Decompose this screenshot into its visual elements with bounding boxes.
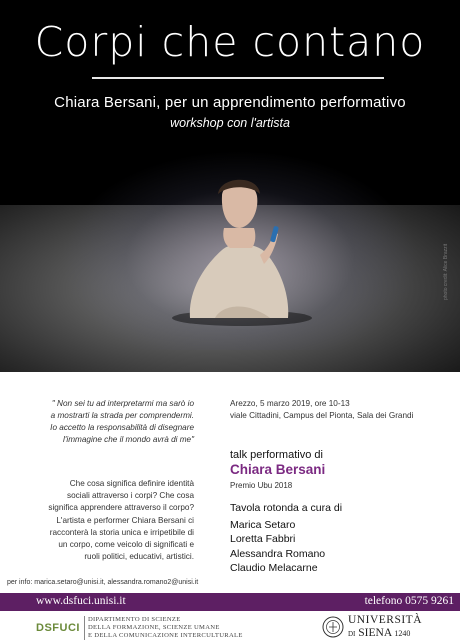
description-line: Che cosa significa definire identità bbox=[69, 479, 194, 488]
university-city: SIENA bbox=[358, 627, 392, 639]
round-table-title: Tavola rotonda a cura di bbox=[230, 502, 343, 514]
artist-quote bbox=[32, 398, 194, 446]
university-seal-icon bbox=[322, 616, 344, 638]
speaker-prize: Premio Ubu 2018 bbox=[230, 481, 293, 490]
university-year: 1240 bbox=[394, 629, 411, 638]
speaker-name: Chiara Bersani bbox=[230, 462, 326, 477]
quote-line: l'immagine che il mondo avrà di me" bbox=[63, 435, 194, 444]
title-underline bbox=[92, 77, 384, 79]
dept-logo: DSFUCI bbox=[36, 622, 80, 634]
dept-divider bbox=[84, 616, 85, 640]
event-venue: viale Cittadini, Campus del Pionta, Sala dei Grandi bbox=[230, 411, 414, 420]
description-line: sociali attraverso i corpi? Che cosa bbox=[67, 491, 194, 501]
panel-member: Loretta Fabbri bbox=[230, 533, 296, 546]
panel-member: Claudio Melacarne bbox=[230, 561, 318, 574]
poster-subtitle: Chiara Bersani, per un apprendimento performativo bbox=[54, 94, 406, 111]
contact-info: per info: marica.setaro@unisi.it, alessandra.romano2@unisi.it bbox=[7, 579, 199, 586]
photo-credit: photo credit: Alice Brazzit bbox=[443, 243, 449, 300]
description-line: L'artista e performer Chiara Bersani ci bbox=[56, 515, 194, 525]
description-line: significa apprendere attraverso il corpo? bbox=[48, 503, 194, 513]
phone-number: telefono 0575 9261 bbox=[364, 595, 454, 607]
description-line: un corpo, come veicolo di significati e bbox=[58, 540, 194, 550]
dept-name-line: E DELLA COMUNICAZIONE INTERCULTURALE bbox=[88, 632, 243, 639]
talk-label: talk performativo di bbox=[230, 449, 323, 461]
poster-tagline: workshop con l'artista bbox=[170, 116, 290, 130]
panel-member: Alessandra Romano bbox=[230, 547, 326, 560]
contact-band bbox=[0, 593, 460, 611]
dept-name-line: DELLA FORMAZIONE, SCIENZE UMANE bbox=[88, 624, 220, 631]
dept-name bbox=[88, 616, 243, 640]
description-text bbox=[32, 478, 194, 563]
poster-title: Corpi che contano bbox=[34, 18, 426, 66]
university-name-line2 bbox=[348, 627, 410, 639]
event-date: Arezzo, 5 marzo 2019, ore 10-13 bbox=[230, 399, 350, 408]
event-details bbox=[230, 398, 455, 422]
university-di: DI bbox=[348, 630, 356, 638]
performer-figure bbox=[160, 170, 320, 330]
panel-member: Marica Setaro bbox=[230, 519, 296, 531]
website-link[interactable]: www.dsfuci.unisi.it bbox=[36, 595, 126, 607]
quote-line: " Non sei tu ad interpretarmi ma sarò io bbox=[51, 399, 194, 408]
dept-name-line: DIPARTIMENTO DI SCIENZE bbox=[88, 616, 181, 623]
university-name-line1: UNIVERSITÀ bbox=[348, 614, 422, 626]
description-line: racconterà la storia unica e irripetibile di bbox=[49, 527, 194, 537]
round-table-members bbox=[230, 518, 325, 575]
footer-logos bbox=[0, 611, 460, 642]
quote-line: a mostrarti la strada per comprendermi. bbox=[50, 411, 194, 420]
quote-line: Io accetto la responsabilità di disegnare bbox=[50, 423, 194, 432]
description-line: ruoli politici, educativi, artistici. bbox=[84, 552, 194, 562]
